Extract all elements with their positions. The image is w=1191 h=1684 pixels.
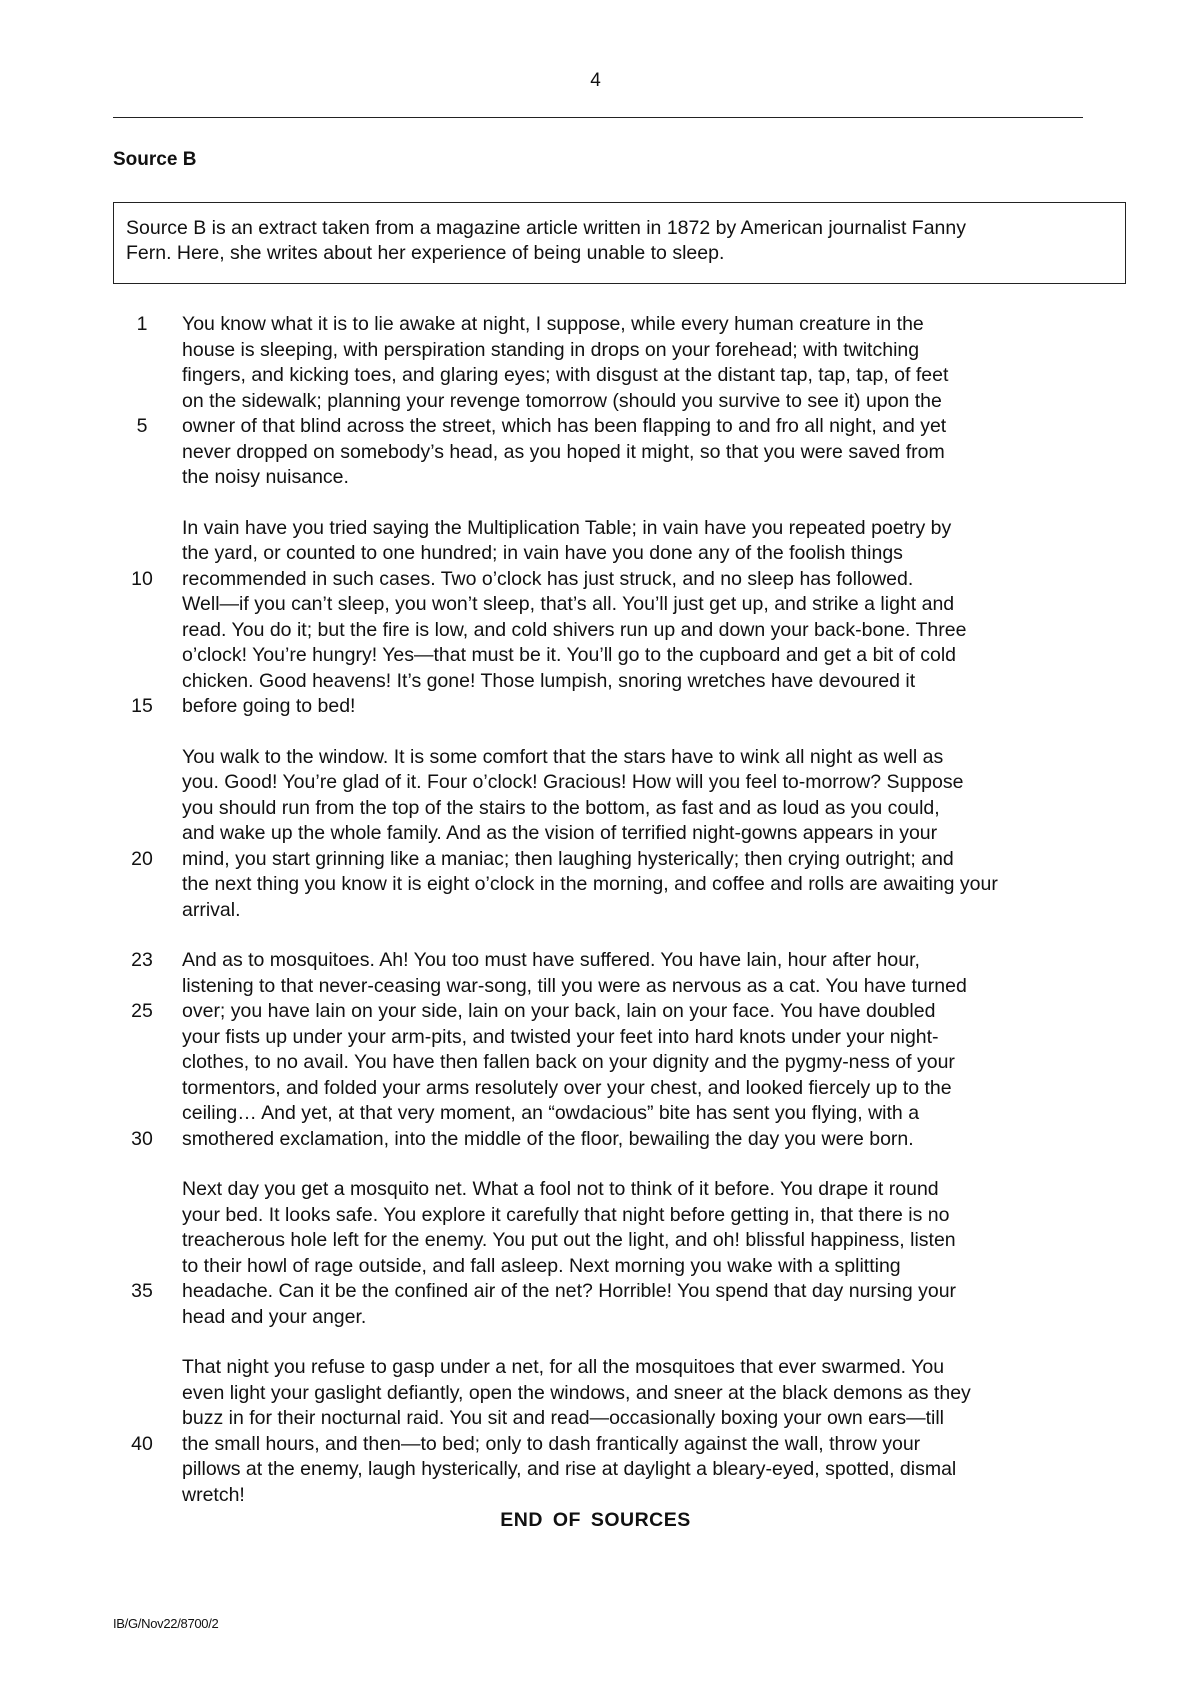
line-text: clothes, to no avail. You have then fallen back on your dignity and the pygmy-ness of your [182, 1051, 955, 1073]
end-of-sources-label: END OF SOURCES [500, 1509, 691, 1531]
source-extract [0, 312, 1191, 1533]
text-line [0, 338, 1191, 364]
line-text: never dropped on somebody’s head, as you hoped it might, so that you were saved from [182, 440, 945, 463]
line-text: You walk to the window. It is some comfort that the stars have to wink all night as well as [182, 745, 944, 768]
line-number: 30 [131, 1127, 153, 1150]
line-text: recommended in such cases. Two o’clock has just struck, and no sleep has followed. [182, 567, 914, 590]
line-text: o’clock! You’re hungry! Yes—that must be it. You’ll go to the cupboard and get a bit of cold [182, 644, 957, 666]
text-line [0, 1279, 1191, 1305]
text-line [0, 999, 1191, 1025]
text-line [0, 1076, 1191, 1102]
footer-paper-code: IB/G/Nov22/8700/2 [113, 1616, 219, 1631]
intro-line: Source B is an extract taken from a magazine article written in 1872 by American journalist Fanny [126, 217, 966, 239]
text-line [0, 770, 1191, 796]
text-line [0, 312, 1191, 338]
text-line [0, 440, 1191, 466]
text-line [0, 1228, 1191, 1254]
text-line [0, 821, 1191, 847]
text-line [0, 847, 1191, 873]
line-text: and wake up the whole family. And as the vision of terrified night-gowns appears in your [182, 822, 938, 844]
text-line [0, 1101, 1191, 1127]
line-text: to their howl of rage outside, and fall asleep. Next morning you wake with a splitting [182, 1254, 901, 1277]
text-line [0, 948, 1191, 974]
line-text: the small hours, and then—to bed; only to dash frantically against the wall, throw your [182, 1432, 921, 1455]
paragraph [0, 1355, 1191, 1508]
line-number: 25 [131, 1000, 153, 1022]
line-text: smothered exclamation, into the middle of the floor, bewailing the day you were born. [182, 1127, 914, 1150]
section-heading: Source B [113, 149, 197, 170]
line-text: You know what it is to lie awake at night, I suppose, while every human creature in the [182, 313, 924, 335]
text-line [0, 1127, 1191, 1153]
line-text: you should run from the top of the stairs to the bottom, as fast and as loud as you could, [182, 796, 940, 819]
text-line [0, 1355, 1191, 1381]
line-text: over; you have lain on your side, lain on your back, lain on your face. You have doubled [182, 1000, 936, 1022]
page-number: 4 [590, 70, 601, 91]
text-line [0, 694, 1191, 720]
source-intro-box [113, 202, 1126, 284]
header-divider [113, 117, 1083, 118]
line-text: read. You do it; but the fire is low, and cold shivers run up and down your back-bone. Three [182, 618, 967, 641]
line-text: In vain have you tried saying the Multiplication Table; in vain have you repeated poetry by [182, 516, 952, 539]
text-line [0, 1432, 1191, 1458]
line-text: listening to that never-ceasing war-song, till you were as nervous as a cat. You have turned [182, 974, 967, 997]
line-text: house is sleeping, with perspiration standing in drops on your forehead; with twitching [182, 338, 920, 361]
text-line [0, 567, 1191, 593]
text-line [0, 1254, 1191, 1280]
intro-line: Fern. Here, she writes about her experience of being unable to sleep. [126, 242, 725, 264]
line-text: wretch! [182, 1483, 245, 1506]
line-text: owner of that blind across the street, which has been flapping to and fro all night, and yet [182, 415, 947, 437]
text-line [0, 1025, 1191, 1051]
text-line [0, 643, 1191, 669]
text-line [0, 1305, 1191, 1331]
text-line [0, 1177, 1191, 1203]
paragraph [0, 1177, 1191, 1330]
line-text: before going to bed! [182, 695, 356, 717]
line-text: That night you refuse to gasp under a net, for all the mosquitoes that ever swarmed. You [182, 1356, 945, 1378]
line-text: Well—if you can’t sleep, you won’t sleep, that’s all. You’ll just get up, and strike a light and [182, 593, 955, 615]
line-text: pillows at the enemy, laugh hysterically, and rise at daylight a bleary-eyed, spotted, dismal [182, 1458, 957, 1480]
line-text: the yard, or counted to one hundred; in vain have you done any of the foolish things [182, 542, 903, 564]
line-text: your fists up under your arm-pits, and twisted your feet into hard knots under your night- [182, 1025, 939, 1048]
text-line [0, 1457, 1191, 1483]
line-text: fingers, and kicking toes, and glaring eyes; with disgust at the distant tap, tap, tap, of feet [182, 364, 949, 386]
line-text: the noisy nuisance. [182, 466, 349, 488]
line-text: your bed. It looks safe. You explore it carefully that night before getting in, that there is no [182, 1203, 950, 1226]
text-line [0, 1203, 1191, 1229]
paragraph [0, 312, 1191, 491]
text-line [0, 592, 1191, 618]
line-number: 23 [131, 949, 153, 971]
text-line [0, 465, 1191, 491]
line-number: 5 [136, 415, 148, 437]
text-line [0, 1050, 1191, 1076]
paragraph [0, 516, 1191, 720]
line-text: chicken. Good heavens! It’s gone! Those lumpish, snoring wretches have devoured it [182, 669, 916, 692]
line-number: 10 [131, 567, 153, 590]
text-line [0, 363, 1191, 389]
line-text: buzz in for their nocturnal raid. You sit and read—occasionally boxing your own ears—till [182, 1407, 944, 1429]
text-line [0, 389, 1191, 415]
text-line [0, 669, 1191, 695]
line-number: 20 [131, 847, 153, 870]
line-text: mind, you start grinning like a maniac; then laughing hysterically; then crying outright; and [182, 847, 954, 870]
line-text: head and your anger. [182, 1305, 367, 1328]
text-line [0, 974, 1191, 1000]
line-text: ceiling… And yet, at that very moment, an “owdacious” bite has sent you flying, with a [182, 1102, 920, 1124]
line-text: treacherous hole left for the enemy. You put out the light, and oh! blissful happiness, listen [182, 1229, 956, 1251]
text-line [0, 745, 1191, 771]
line-number: 35 [131, 1280, 153, 1302]
line-number: 40 [131, 1432, 153, 1455]
line-number: 15 [131, 695, 153, 717]
line-text: And as to mosquitoes. Ah! You too must have suffered. You have lain, hour after hour, [182, 949, 920, 971]
text-line [0, 1483, 1191, 1509]
line-text: even light your gaslight defiantly, open the windows, and sneer at the black demons as they [182, 1381, 971, 1404]
text-line [0, 796, 1191, 822]
line-text: you. Good! You’re glad of it. Four o’clock! Gracious! How will you feel to-morrow? Suppose [182, 771, 964, 793]
line-text: headache. Can it be the confined air of the net? Horrible! You spend that day nursing your [182, 1280, 957, 1302]
text-line [0, 1381, 1191, 1407]
line-text: arrival. [182, 898, 241, 921]
text-line [0, 516, 1191, 542]
line-number: 1 [136, 313, 148, 335]
text-line [0, 414, 1191, 440]
text-line [0, 898, 1191, 924]
text-line [0, 872, 1191, 898]
line-text: Next day you get a mosquito net. What a fool not to think of it before. You drape it round [182, 1178, 939, 1200]
paragraph [0, 745, 1191, 924]
text-line [0, 541, 1191, 567]
paragraph [0, 948, 1191, 1152]
text-line [0, 618, 1191, 644]
line-text: the next thing you know it is eight o’clock in the morning, and coffee and rolls are awaiting your [182, 873, 998, 895]
line-text: on the sidewalk; planning your revenge tomorrow (should you survive to see it) upon the [182, 389, 942, 412]
text-line [0, 1406, 1191, 1432]
line-text: tormentors, and folded your arms resolutely over your chest, and looked fiercely up to the [182, 1076, 952, 1099]
